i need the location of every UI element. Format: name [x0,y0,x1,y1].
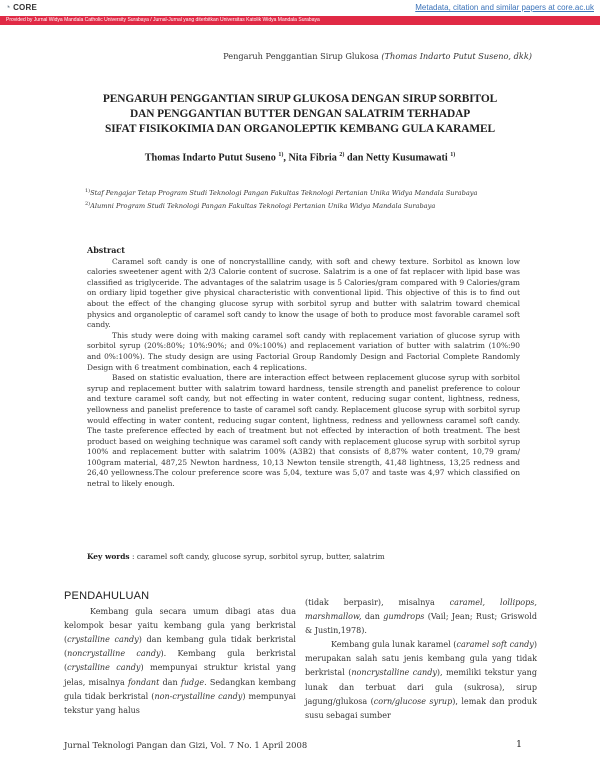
core-logo-icon: ◔ [5,2,11,12]
affiliation-mark: 1) [85,188,91,194]
author-list [0,152,600,163]
author-name: Thomas Indarto Putut Suseno [144,152,276,164]
abstract-paragraph: This study were doing with making caramel soft candy with replacement variation of glucose syrup with sorbitol syrup (20%:80%; 10%:90%; and 0%:100%) and replacement variation of butter with salatrim (10%:90 and 0%:100%). The study design are using Factorial Group Randomly Design and Factorial Complete Randomly Design with 6 treatment combination, each 4 replications. [87,330,520,372]
body-column-left [64,589,296,718]
affiliation-line [85,186,555,199]
provided-by-bar [0,16,600,25]
title-line: PENGARUH PENGGANTIAN SIRUP GLUKOSA DENGAN SIRUP SORBITOL [102,93,498,105]
affiliation-line [85,199,555,212]
journal-footer: Jurnal Teknologi Pangan dan Gizi, Vol. 7 No. 1 April 2008 [64,740,308,750]
body-paragraph: (tidak berpasir), misalnya caramel, lollipops, marshmallow, dan gumdrops (Vail; Jean; Rust; Griswold & Justin,1978). [305,598,538,636]
running-head-authors: (Thomas Indarto Putut Suseno, dkk) [381,51,532,61]
author-separator: dan [344,152,366,164]
keywords [87,552,520,563]
keywords-text: : caramel soft candy, glucose syrup, sorbitol syrup, butter, salatrim [132,552,385,561]
author-affil-mark: 2) [339,152,345,158]
page-number: 1 [516,739,523,750]
core-header-bar [0,0,600,17]
running-head [223,51,532,61]
author-name: Nita Fibria [288,152,337,164]
title-line: SIFAT FISIKOKIMIA DAN ORGANOLEPTIK KEMBANG GULA KARAMEL [104,123,496,135]
affiliations [85,186,555,212]
abstract-heading: Abstract [87,245,125,255]
body-column-right [305,596,537,723]
keywords-label: Key words [87,552,130,561]
running-head-main: Pengaruh Penggantian Sirup Glukosa [223,51,379,61]
author-affil-mark: 1) [278,152,284,158]
core-logo[interactable] [5,2,37,12]
body-paragraph: Kembang gula lunak karamel (caramel soft candy) merupakan salah satu jenis kembang gula yang tidak berkristal (noncrystalline candy), memiliki tekstur yang lunak dan terbuat dari gula (sukrosa), sirup jagung/glukosa (corn/glucose syrup), lemak dan produk susu sebagai sumber [305,640,537,720]
abstract [87,245,520,490]
paper-title [0,92,600,137]
affiliation-mark: 2) [85,201,91,208]
author-name: Netty Kusumawati [365,152,448,164]
author-affil-mark: 1) [450,152,456,158]
abstract-paragraph: Based on statistic evaluation, there are interaction effect between replacement glucose syrup with sorbitol syrup and replacement butter with salatrim toward hardness, tensile strength and panelist preference to colour and texture caramel soft candy, but not effecting in water content, reducing sugar content, lightness, redness, yellowness and panelist preference to taste of caramel soft candy. Replacement glucose syrup with sorbitol syrup would effecting in water content, reducing sugar content, lightness, redness and yellowness caramel soft candy. The taste preference effected by each of treatment but not effected by interaction of both treatment. The best product based on weighing technique was caramel soft candy with replacement glucose syrup with sorbitol syrup 100% and replacement butter with salatrim 100% (A3B2) that consists of 8,87% water content, 10,79 gram/ 100gram material, 487,25 Newton hardness, 10,13 Newton tensile strength, 41,48 lightness, 13,25 redness and 26,40 yellowness.The colour preference score was 5,04, texture was 5,07 and taste was 4,97 which classified on netral to likely enough. [87,373,520,489]
author-separator: , [283,152,289,164]
affiliation-text: Alumni Program Studi Teknologi Pangan Fakultas Teknologi Pertanian Unika Widya Mandala Surabaya [90,202,436,211]
title-line: DAN PENGGANTIAN BUTTER DENGAN SALATRIM TERHADAP [129,108,471,120]
provided-by-text: Provided by Jurnal Widya Mandala Catholic University Surabaya / Jurnal-Jurnal yang diterbitkan Universitas Katolik Widya Mandala Surabaya [6,17,320,23]
affiliation-text: Staf Pengajar Tetap Program Studi Teknologi Pangan Fakultas Teknologi Pertanian Unika Widya Mandala Surabaya [90,189,478,198]
core-metadata-link[interactable]: Metadata, citation and similar papers at core.ac.uk [415,3,594,12]
section-heading: PENDAHULUAN [64,590,150,602]
body-paragraph: Kembang gula secara umum dibagi atas dua kelompok besar yaitu kembang gula yang berkristal (crystalline candy) dan kembang gula tidak berkristal (noncrystalline candy). Kembang gula berkristal (crystalline candy) mempunyai struktur kristal yang jelas, misalnya fondant dan fudge. Sedangkan kembang gula tidak berkristal (non-crystalline candy) mempunyai tekstur yang halus [64,607,297,715]
core-logo-text: CORE [13,3,37,12]
abstract-paragraph: Caramel soft candy is one of noncrystallline candy, with soft and chewy texture. Sorbitol as known low calories sweetener agent with 2/3 Calorie content of sucrose. Salatrim is a one of fat replacer with lipid base was classified as triglyceride. The advantages of the salatrim usage is 5 Calories/gram compared with 9 Calories/gram on ordiary lipid together give physical characteristic with conventional lipid. This objective of this is to find out about the effect of the changing glucose syrup with sorbitol syrup and butter with salatrim toward chemical physics and organoleptic of caramel soft candy to know the usage of both to produce most favorable caramel soft candy. [87,256,520,330]
